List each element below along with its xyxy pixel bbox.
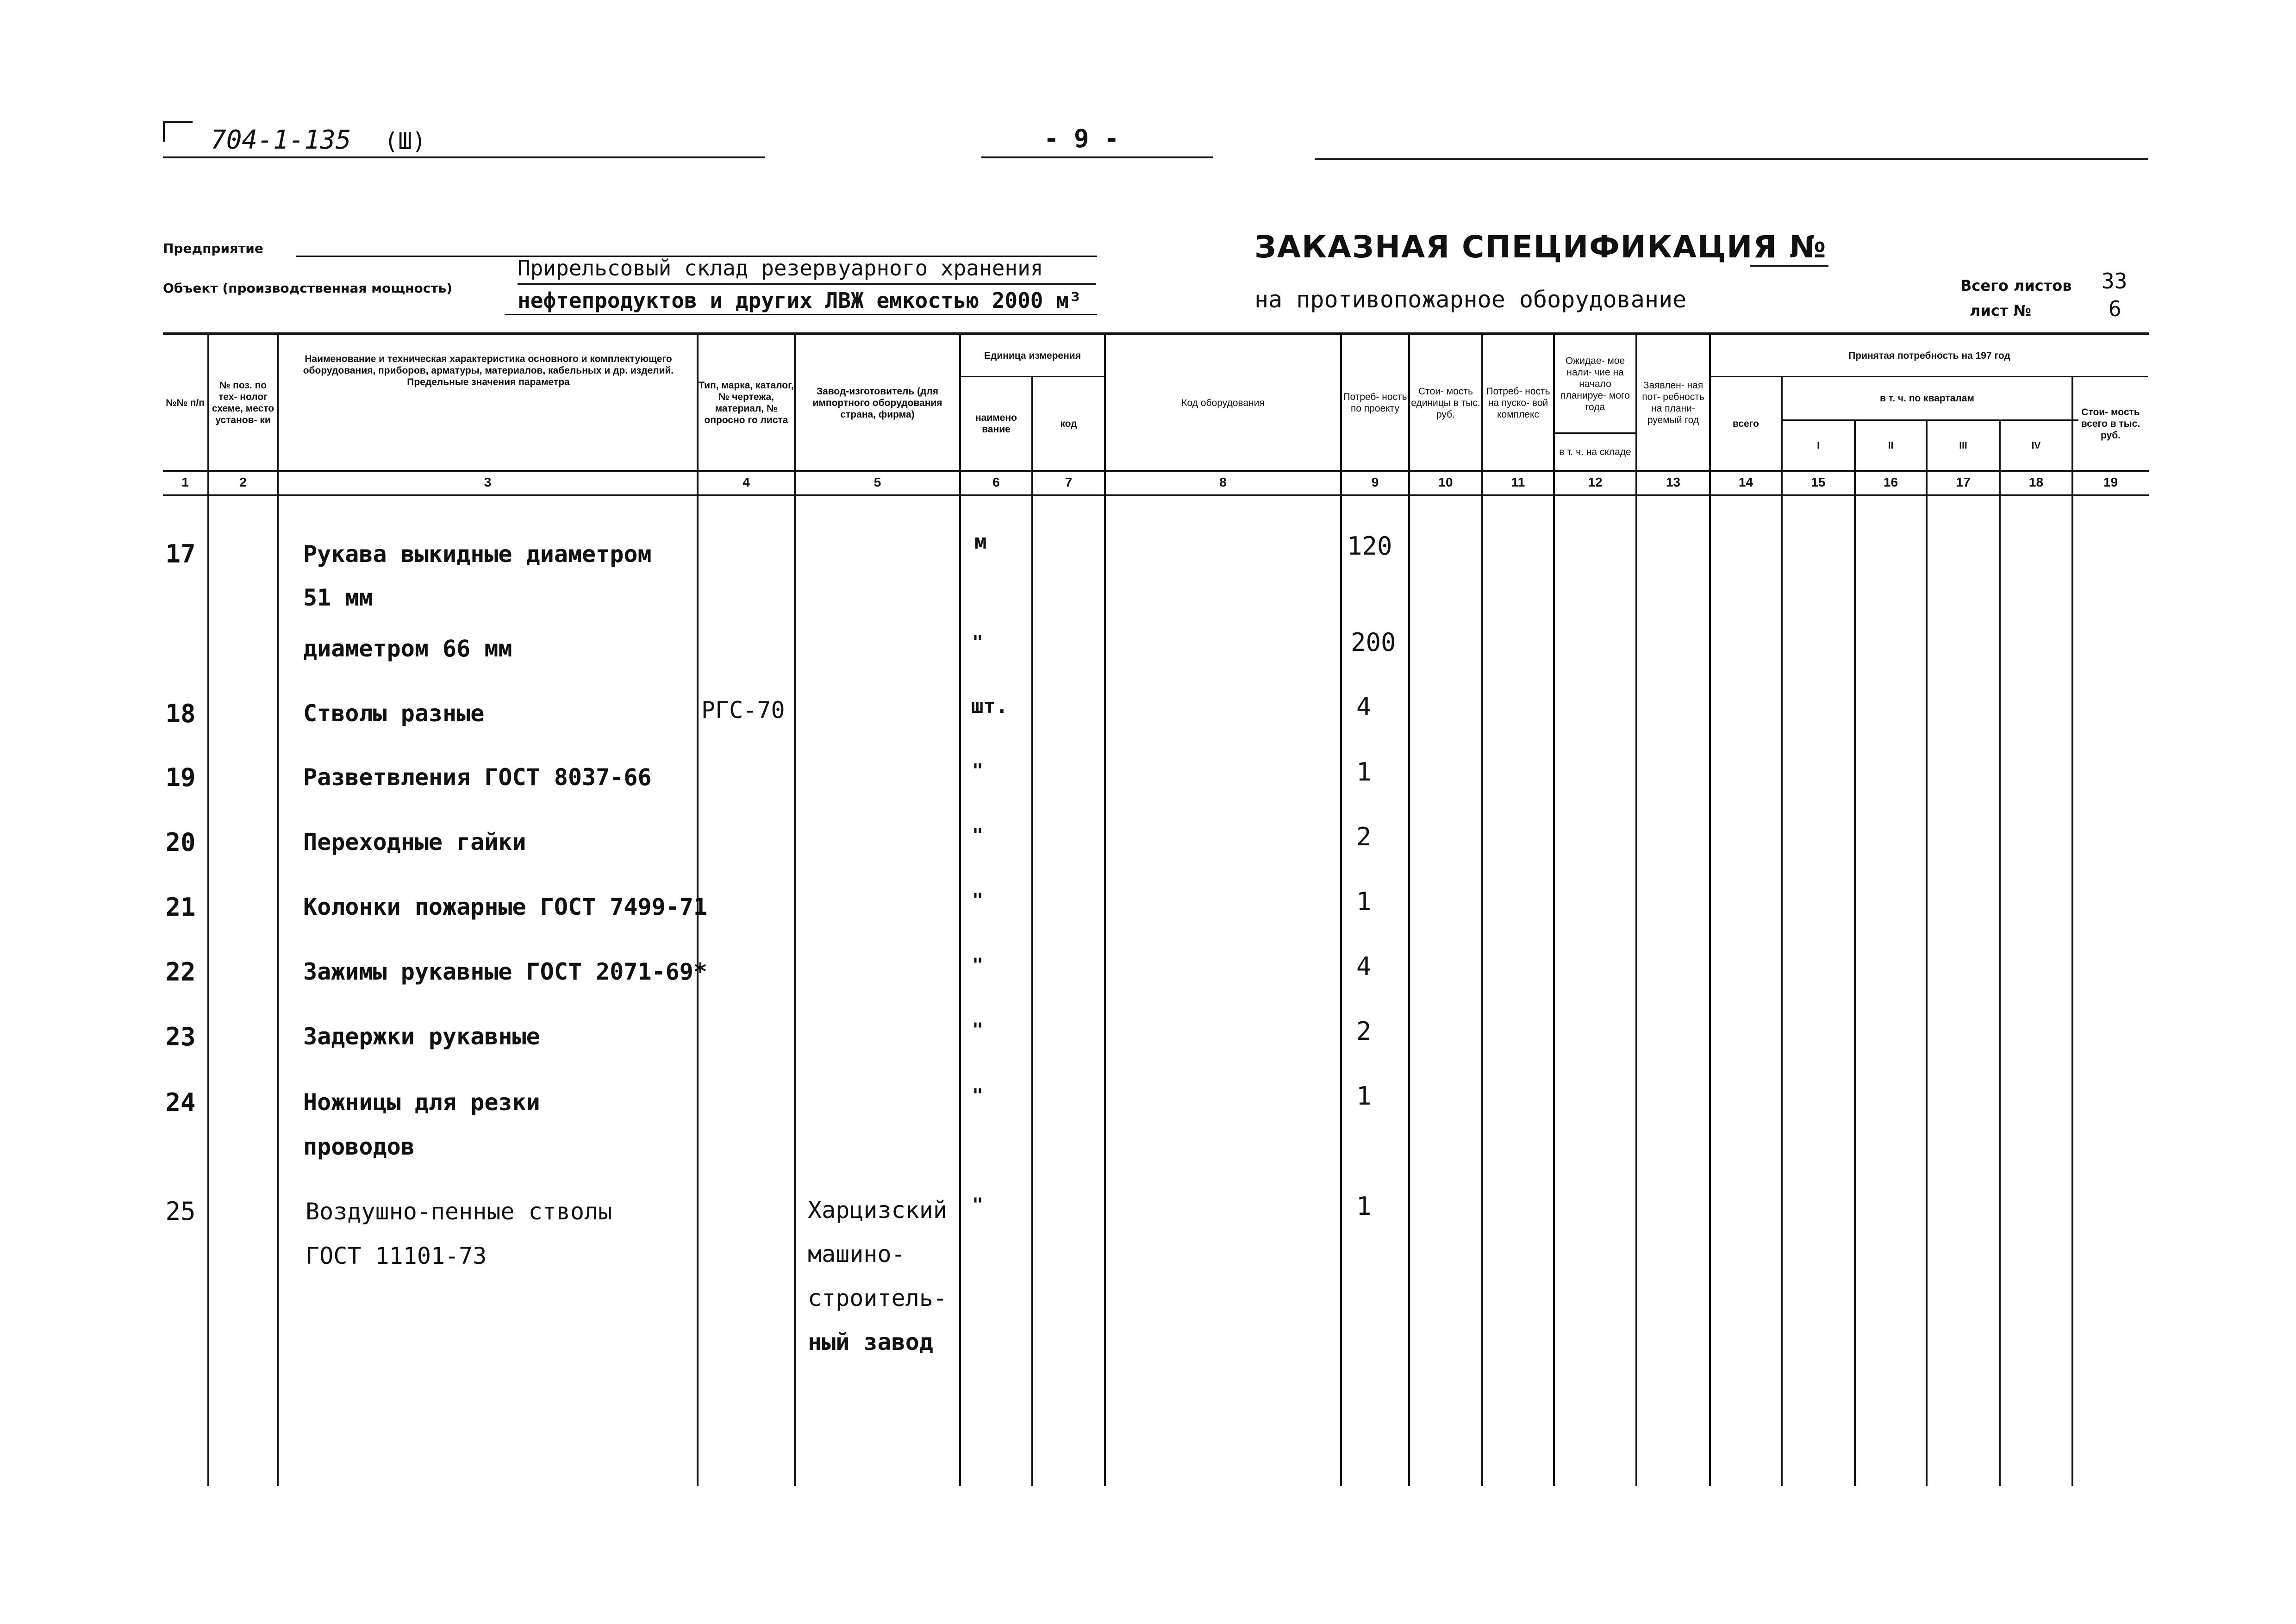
col-header-q2: II <box>1888 440 1894 451</box>
col-header-q1: I <box>1817 440 1820 451</box>
item-qty: 120 <box>1347 531 1392 561</box>
col-number: 18 <box>2028 475 2044 489</box>
row-number: 24 <box>165 1088 196 1117</box>
vline-4 <box>794 333 796 1486</box>
col-header-position: № поз. по тех- нолог схеме, место установ- ки <box>212 380 275 425</box>
col-number: 13 <box>1666 475 1681 489</box>
col-number: 10 <box>1438 475 1453 489</box>
object-value-line1: Прирельсовый склад резервуарного хранения <box>518 256 1043 281</box>
col-number: 2 <box>239 475 247 489</box>
col-number: 11 <box>1511 475 1525 489</box>
item-maker: ный завод <box>808 1329 933 1355</box>
spec-subtitle: на противопожарное оборудование <box>1254 286 1687 313</box>
item-unit: " <box>972 1085 984 1106</box>
table-header-bottom-rule <box>163 470 2149 472</box>
item-maker: машино- <box>808 1241 905 1268</box>
col-header-type: Тип, марка, каталог, № чертежа, материал, № опросно го листа <box>699 380 794 425</box>
vline-17 <box>1999 420 2001 1486</box>
col-number: 7 <box>1065 475 1073 489</box>
item-name: Стволы разные <box>303 700 485 727</box>
row-number: 20 <box>165 828 196 857</box>
item-unit: " <box>972 632 984 653</box>
item-qty: 2 <box>1356 1017 1372 1046</box>
item-unit: м <box>974 530 987 554</box>
vline-5 <box>959 333 961 1486</box>
col-header-expected: Ожидае- мое нали- чие на начало планируе- мого года <box>1560 356 1630 412</box>
item-name: 51 мм <box>303 584 373 611</box>
item-name: Задержки рукавные <box>303 1023 540 1050</box>
col-header-equipment-code: Код оборудования <box>1181 397 1265 408</box>
item-unit: " <box>972 1019 984 1041</box>
vline-14 <box>1781 377 1783 1486</box>
item-name: проводов <box>303 1133 415 1160</box>
item-unit: " <box>972 1194 984 1216</box>
item-name: ГОСТ 11101-73 <box>306 1243 487 1269</box>
item-name: Колонки пожарные ГОСТ 7499-71 <box>303 893 707 920</box>
vline-18 <box>2071 377 2073 1486</box>
total-sheets-label: Всего листов <box>1960 277 2072 294</box>
vline-16 <box>1926 420 1928 1486</box>
item-qty: 1 <box>1356 1081 1372 1111</box>
item-unit: " <box>972 760 984 781</box>
col-number: 16 <box>1883 475 1898 489</box>
row-number: 25 <box>165 1197 196 1226</box>
col-number: 8 <box>1219 475 1227 489</box>
header-rule-left <box>163 156 765 158</box>
enterprise-label: Предприятие <box>163 241 263 256</box>
doc-code: 704-1-135 <box>211 125 351 155</box>
vline-2 <box>277 333 279 1486</box>
col-header-declared: Заявлен- ная пот- ребность на плани- руемый год <box>1642 380 1704 425</box>
quarters-subrule <box>1782 419 2078 421</box>
table-colnum-bottom-rule <box>163 494 2149 496</box>
total-sheets-value: 33 <box>2102 269 2128 294</box>
item-name: Разветвления ГОСТ 8037-66 <box>303 764 652 791</box>
item-qty: 200 <box>1351 628 1396 657</box>
item-name: Переходные гайки <box>303 829 526 856</box>
vline-11 <box>1553 333 1555 1486</box>
object-label: Объект (производственная мощность) <box>163 281 453 296</box>
object-rule-1 <box>518 283 1096 285</box>
row-number: 21 <box>165 893 196 922</box>
col-header-in-stock: в т. ч. на складе <box>1559 446 1631 457</box>
vline-8 <box>1340 333 1342 1486</box>
col-header-unit-code: код <box>1060 418 1077 429</box>
col-header-startup: Потреб- ность на пуско- вой комплекс <box>1486 386 1550 420</box>
vline-13 <box>1709 333 1711 1486</box>
volume-mark: (Ш) <box>384 128 426 155</box>
item-name: Зажимы рукавные ГОСТ 2071-69* <box>303 958 707 985</box>
sheet-value: 6 <box>2109 296 2121 321</box>
object-value-line2: нефтепродуктов и других ЛВЖ емкостью 2000 м³ <box>518 288 1082 313</box>
vline-15 <box>1854 420 1856 1486</box>
item-name: диаметром 66 мм <box>303 635 512 662</box>
row-number: 19 <box>165 763 196 792</box>
col-header-q4: IV <box>2031 440 2041 451</box>
item-name: Рукава выкидные диаметром <box>303 541 652 568</box>
col-header-total: всего <box>1732 418 1759 429</box>
col-number: 6 <box>992 475 1000 489</box>
spec-title: ЗАКАЗНАЯ СПЕЦИФИКАЦИЯ № <box>1254 229 1827 265</box>
col-header-q3: III <box>1959 440 1967 451</box>
col-header-unit: Единица измерения <box>984 350 1081 361</box>
col-header-unit-name: наимено вание <box>975 412 1017 435</box>
item-qty: 1 <box>1356 887 1372 916</box>
item-name: Ножницы для резки <box>303 1089 540 1116</box>
sheet-label: лист № <box>1970 302 2032 319</box>
table-top-rule <box>163 332 2149 335</box>
col-header-accepted: Принятая потребность на 197 год <box>1848 350 2010 361</box>
vline-6 <box>1031 377 1033 1486</box>
col-number: 12 <box>1588 475 1603 489</box>
item-name: Воздушно-пенные стволы <box>306 1198 612 1225</box>
item-qty: 2 <box>1356 822 1372 851</box>
col-number: 19 <box>2103 475 2118 489</box>
item-maker: Харцизский <box>808 1197 948 1224</box>
item-unit: " <box>972 955 984 976</box>
vline-7 <box>1104 333 1106 1486</box>
col-number: 17 <box>1956 475 1971 489</box>
col-number: 4 <box>742 475 750 489</box>
item-unit: " <box>972 890 984 911</box>
col-header-name: Наименование и техническая характеристика основного и комплектующего оборудования, приборов, арматуры, материалов, кабельных и др. изделий. Предельные значения параметра <box>303 353 674 387</box>
corner-mark <box>163 121 193 142</box>
vline-9 <box>1408 333 1410 1486</box>
row-number: 23 <box>165 1022 196 1051</box>
item-qty: 1 <box>1356 1192 1372 1221</box>
page-number: - 9 - <box>1044 124 1119 153</box>
item-type: РГС-70 <box>701 697 785 724</box>
col-header-maker: Завод-изготовитель (для импортного оборудования страна, фирма) <box>812 386 942 420</box>
item-unit: " <box>972 825 984 846</box>
col-number: 9 <box>1371 475 1379 489</box>
item-qty: 1 <box>1356 757 1372 787</box>
row-number: 18 <box>165 699 196 728</box>
object-rule-2 <box>505 314 1097 315</box>
col-number: 1 <box>181 475 189 489</box>
col-number: 3 <box>484 475 492 489</box>
row-number: 22 <box>165 957 196 987</box>
col-number: 5 <box>873 475 881 489</box>
item-unit: шт. <box>971 694 1008 718</box>
vline-10 <box>1481 333 1483 1486</box>
col-header-unit-cost: Стои- мость единицы в тыс. руб. <box>1411 386 1480 420</box>
header-rule-mid <box>981 156 1213 158</box>
col-header-no: №№ п/п <box>166 397 205 408</box>
item-qty: 4 <box>1356 952 1372 981</box>
col-number: 14 <box>1738 475 1753 489</box>
spec-number-rule <box>1750 265 1828 267</box>
vline-12 <box>1635 333 1637 1486</box>
col-number: 15 <box>1811 475 1826 489</box>
item-qty: 4 <box>1356 692 1372 721</box>
row-number: 17 <box>165 539 196 568</box>
item-maker: строитель- <box>808 1285 948 1312</box>
col-header-demand: Потреб- ность по проекту <box>1343 392 1407 414</box>
header-rule-right <box>1315 158 2148 160</box>
col-header-total-cost: Стои- мость всего в тыс. руб. <box>2081 406 2140 441</box>
col-header-quarters: в т. ч. по кварталам <box>1880 393 1974 404</box>
